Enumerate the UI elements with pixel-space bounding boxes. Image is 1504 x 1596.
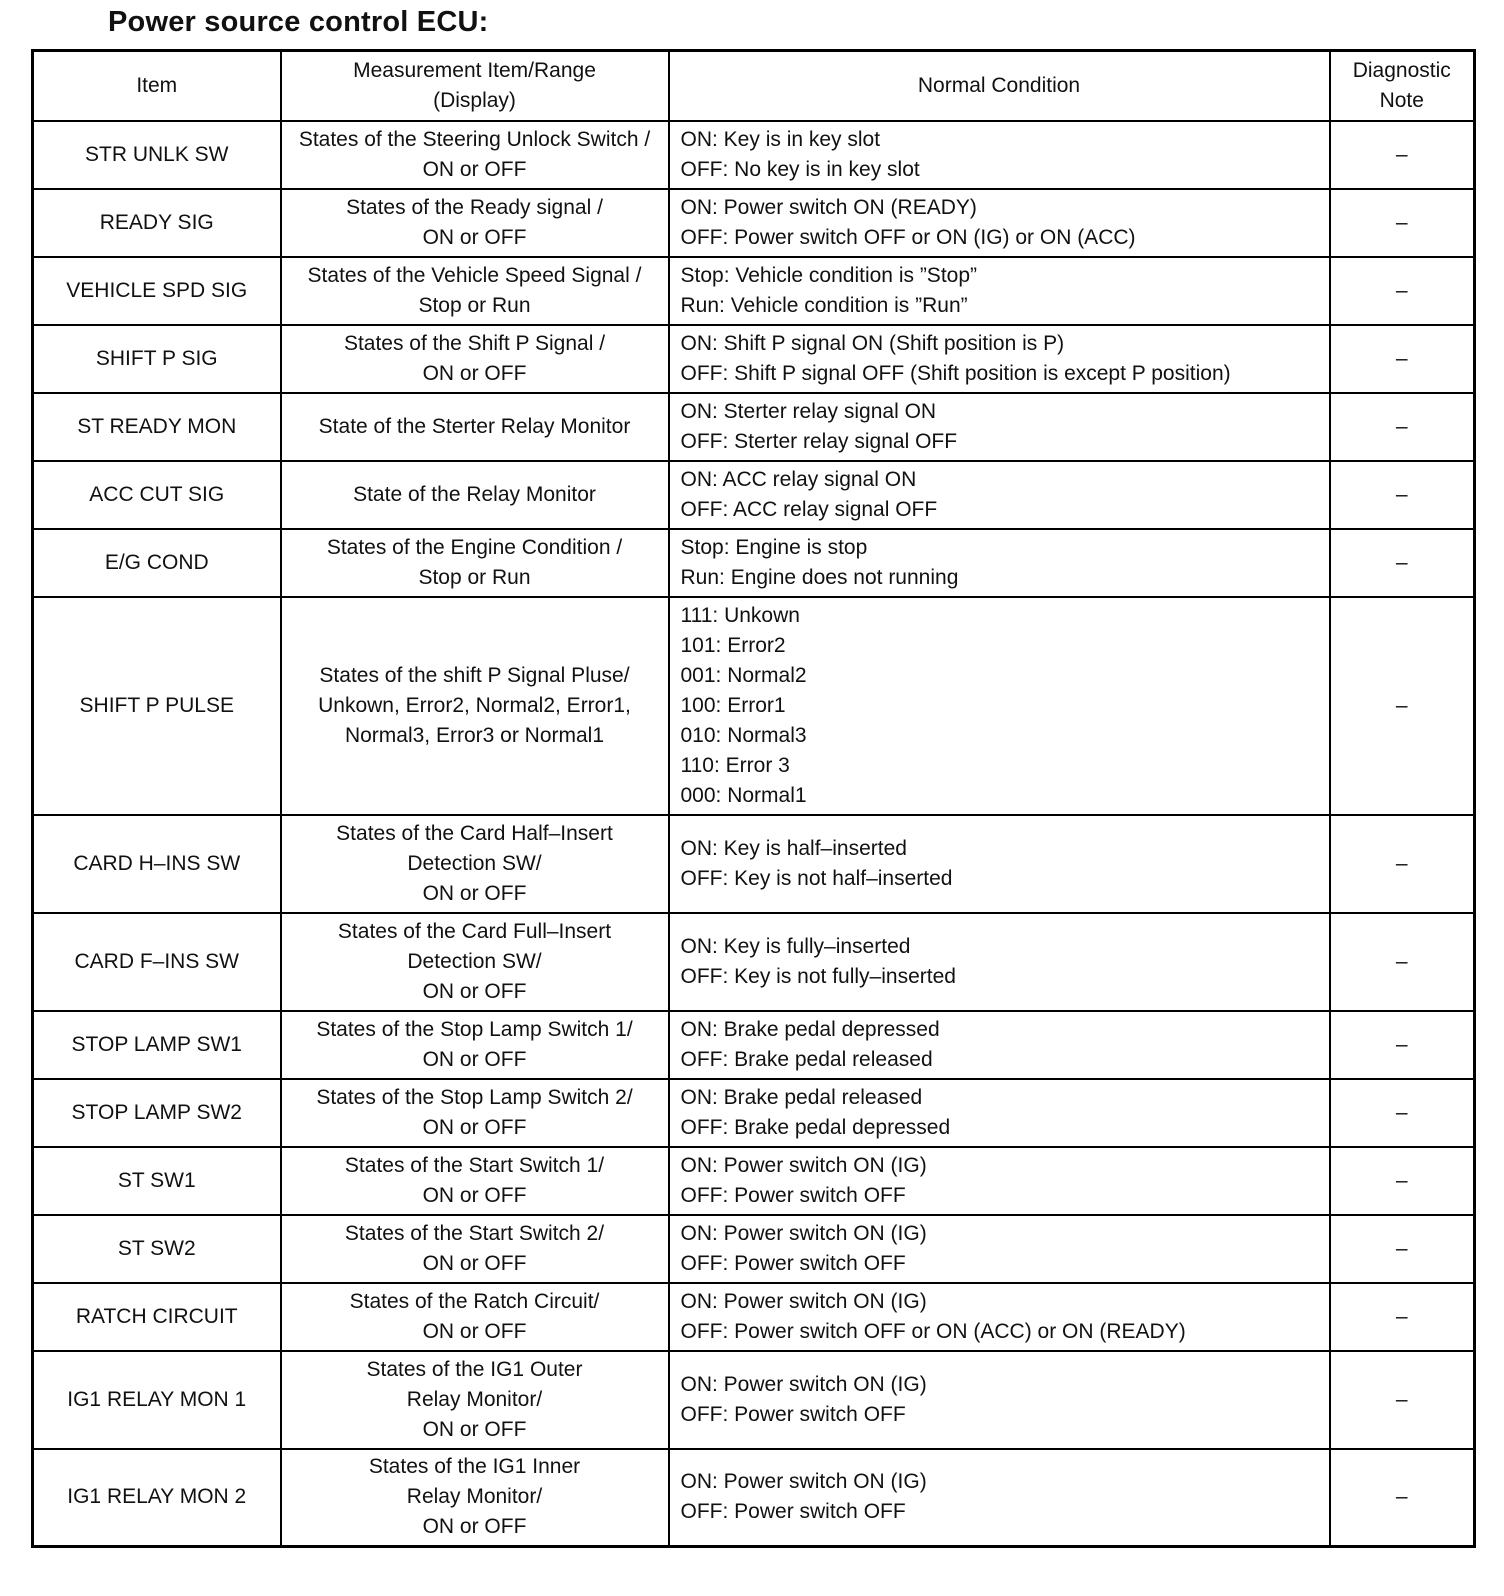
normal-condition-line: ON: Power switch ON (IG) (680, 1470, 927, 1494)
measurement-line: ON or OFF (422, 1115, 527, 1139)
table-row (33, 1215, 1475, 1283)
cell-normal-condition (669, 913, 1330, 1011)
cell-normal-condition (669, 189, 1330, 257)
cell-item: CARD F–INS SW (33, 913, 281, 1011)
header-item: Item (33, 51, 281, 121)
table-row (33, 1147, 1475, 1215)
measurement-line: Unkown, Error2, Normal2, Error1, (318, 693, 631, 717)
cell-item: ST READY MON (33, 393, 281, 461)
measurement-line: States of the Shift P Signal / (343, 331, 606, 355)
normal-condition-line: 101: Error2 (680, 633, 786, 657)
cell-item: ACC CUT SIG (33, 461, 281, 529)
normal-condition-line: ON: Key is half–inserted (680, 836, 907, 860)
table-row (33, 257, 1475, 325)
normal-condition-line: OFF: Key is not half–inserted (680, 866, 953, 890)
normal-condition-line: ON: Power switch ON (IG) (680, 1372, 927, 1396)
normal-condition-line: ON: Brake pedal depressed (680, 1017, 940, 1041)
cell-diagnostic-note: – (1330, 325, 1475, 393)
cell-measurement (281, 1351, 669, 1449)
cell-diagnostic-note: – (1330, 1449, 1475, 1547)
cell-measurement (281, 1215, 669, 1283)
cell-diagnostic-note: – (1330, 1351, 1475, 1449)
cell-measurement (281, 257, 669, 325)
table-row (33, 1351, 1475, 1449)
table-row (33, 121, 1475, 189)
normal-condition-line: 001: Normal2 (680, 663, 807, 687)
cell-normal-condition (669, 121, 1330, 189)
normal-condition-line: ON: Power switch ON (IG) (680, 1221, 927, 1245)
cell-item: ST SW2 (33, 1215, 281, 1283)
cell-diagnostic-note: – (1330, 121, 1475, 189)
normal-condition-line: OFF: ACC relay signal OFF (680, 497, 938, 521)
cell-normal-condition (669, 1351, 1330, 1449)
header-row (33, 51, 1475, 121)
cell-diagnostic-note: – (1330, 815, 1475, 913)
measurement-line: States of the Start Switch 1/ (344, 1153, 605, 1177)
measurement-line: ON or OFF (422, 1515, 527, 1539)
normal-condition-line: Stop: Vehicle condition is ”Stop” (680, 263, 978, 287)
cell-measurement (281, 529, 669, 597)
header-diagnostic-line: Note (1379, 88, 1424, 112)
normal-condition-line: ON: Brake pedal released (680, 1085, 923, 1109)
measurement-line: ON or OFF (422, 157, 527, 181)
table-row (33, 529, 1475, 597)
measurement-line: States of the Stop Lamp Switch 2/ (316, 1085, 633, 1109)
header-normal-condition: Normal Condition (669, 51, 1330, 121)
measurement-line: Detection SW/ (407, 851, 542, 875)
normal-condition-line: ON: ACC relay signal ON (680, 467, 917, 491)
normal-condition-line: OFF: Brake pedal depressed (680, 1115, 951, 1139)
cell-item: ST SW1 (33, 1147, 281, 1215)
measurement-line: Stop or Run (418, 293, 531, 317)
cell-normal-condition (669, 597, 1330, 815)
cell-measurement (281, 913, 669, 1011)
data-table (31, 49, 1476, 1548)
measurement-line: ON or OFF (422, 1251, 527, 1275)
measurement-line: States of the Stop Lamp Switch 1/ (316, 1017, 633, 1041)
measurement-line: States of the IG1 Inner (368, 1455, 581, 1479)
normal-condition-line: OFF: Key is not fully–inserted (680, 964, 956, 988)
measurement-line: Detection SW/ (407, 949, 542, 973)
measurement-line: Relay Monitor/ (406, 1485, 543, 1509)
table-row (33, 815, 1475, 913)
measurement-line: States of the Ratch Circuit/ (349, 1289, 600, 1313)
cell-normal-condition (669, 1147, 1330, 1215)
normal-condition-line: 010: Normal3 (680, 723, 807, 747)
cell-normal-condition (669, 393, 1330, 461)
measurement-line: ON or OFF (422, 1047, 527, 1071)
cell-measurement (281, 815, 669, 913)
table-row (33, 597, 1475, 815)
table-row (33, 1283, 1475, 1351)
cell-diagnostic-note: – (1330, 1011, 1475, 1079)
cell-diagnostic-note: – (1330, 461, 1475, 529)
measurement-line: States of the Ready signal / (346, 195, 603, 219)
cell-measurement (281, 1147, 669, 1215)
cell-diagnostic-note: – (1330, 529, 1475, 597)
measurement-line: States of the Steering Unlock Switch / (298, 127, 651, 151)
measurement-line: State of the Relay Monitor (353, 482, 596, 506)
cell-item: SHIFT P PULSE (33, 597, 281, 815)
normal-condition-line: OFF: Brake pedal released (680, 1047, 933, 1071)
cell-item: STOP LAMP SW1 (33, 1011, 281, 1079)
normal-condition-line: 100: Error1 (680, 693, 786, 717)
normal-condition-line: OFF: Power switch OFF (680, 1402, 906, 1426)
normal-condition-line: 111: Unkown (680, 603, 800, 627)
normal-condition-line: ON: Shift P signal ON (Shift position is P) (680, 331, 1065, 355)
cell-normal-condition (669, 1283, 1330, 1351)
header-diagnostic-line: Diagnostic (1352, 58, 1451, 82)
cell-measurement (281, 189, 669, 257)
cell-item: IG1 RELAY MON 1 (33, 1351, 281, 1449)
normal-condition-line: ON: Power switch ON (IG) (680, 1289, 927, 1313)
normal-condition-line: OFF: Power switch OFF (680, 1183, 906, 1207)
normal-condition-line: OFF: Power switch OFF (680, 1500, 906, 1524)
normal-condition-line: 110: Error 3 (680, 753, 790, 777)
cell-measurement (281, 1449, 669, 1547)
table-row (33, 1079, 1475, 1147)
cell-measurement (281, 1283, 669, 1351)
table-row (33, 1449, 1475, 1547)
normal-condition-line: OFF: Sterter relay signal OFF (680, 429, 958, 453)
cell-measurement (281, 461, 669, 529)
cell-normal-condition (669, 1079, 1330, 1147)
cell-diagnostic-note: – (1330, 1215, 1475, 1283)
measurement-line: State of the Sterter Relay Monitor (318, 414, 631, 438)
normal-condition-line: OFF: Shift P signal OFF (Shift position is except P position) (680, 361, 1231, 385)
cell-normal-condition (669, 257, 1330, 325)
measurement-line: ON or OFF (422, 225, 527, 249)
measurement-line: ON or OFF (422, 1183, 527, 1207)
table-body (33, 121, 1475, 1547)
cell-normal-condition (669, 529, 1330, 597)
cell-item: RATCH CIRCUIT (33, 1283, 281, 1351)
measurement-line: States of the shift P Signal Pluse/ (319, 663, 630, 687)
cell-diagnostic-note: – (1330, 1283, 1475, 1351)
table-row (33, 325, 1475, 393)
cell-item: CARD H–INS SW (33, 815, 281, 913)
normal-condition-line: ON: Key is in key slot (680, 127, 881, 151)
normal-condition-line: OFF: No key is in key slot (680, 157, 920, 181)
normal-condition-line: ON: Sterter relay signal ON (680, 399, 937, 423)
normal-condition-line: Stop: Engine is stop (680, 535, 868, 559)
table-row (33, 393, 1475, 461)
cell-normal-condition (669, 325, 1330, 393)
cell-item: STOP LAMP SW2 (33, 1079, 281, 1147)
cell-diagnostic-note: – (1330, 1079, 1475, 1147)
measurement-line: Normal3, Error3 or Normal1 (344, 723, 605, 747)
normal-condition-line: ON: Power switch ON (IG) (680, 1153, 927, 1177)
cell-item: IG1 RELAY MON 2 (33, 1449, 281, 1547)
measurement-line: States of the Engine Condition / (326, 535, 623, 559)
cell-measurement (281, 597, 669, 815)
normal-condition-line: Run: Vehicle condition is ”Run” (680, 293, 968, 317)
cell-normal-condition (669, 1215, 1330, 1283)
table-row (33, 913, 1475, 1011)
table-row (33, 461, 1475, 529)
table-row (33, 1011, 1475, 1079)
cell-diagnostic-note: – (1330, 393, 1475, 461)
cell-diagnostic-note: – (1330, 1147, 1475, 1215)
measurement-line: Stop or Run (418, 565, 531, 589)
normal-condition-line: OFF: Power switch OFF (680, 1251, 906, 1275)
normal-condition-line: OFF: Power switch OFF or ON (ACC) or ON (READY) (680, 1319, 1186, 1343)
measurement-line: States of the Start Switch 2/ (344, 1221, 605, 1245)
header-measurement (281, 51, 669, 121)
cell-diagnostic-note: – (1330, 189, 1475, 257)
header-measurement-line: Measurement Item/Range (353, 58, 596, 82)
measurement-line: States of the Card Half–Insert (336, 821, 613, 845)
measurement-line: ON or OFF (422, 881, 527, 905)
cell-measurement (281, 1011, 669, 1079)
measurement-line: States of the Vehicle Speed Signal / (307, 263, 642, 287)
cell-item: READY SIG (33, 189, 281, 257)
cell-item: VEHICLE SPD SIG (33, 257, 281, 325)
normal-condition-line: 000: Normal1 (680, 783, 807, 807)
cell-measurement (281, 393, 669, 461)
header-measurement-line: (Display) (433, 88, 516, 112)
cell-normal-condition (669, 815, 1330, 913)
measurement-line: ON or OFF (422, 1417, 527, 1441)
measurement-line: ON or OFF (422, 1319, 527, 1343)
cell-measurement (281, 325, 669, 393)
cell-normal-condition (669, 1449, 1330, 1547)
cell-diagnostic-note: – (1330, 597, 1475, 815)
table-row (33, 189, 1475, 257)
cell-diagnostic-note: – (1330, 257, 1475, 325)
normal-condition-line: ON: Power switch ON (READY) (680, 195, 977, 219)
cell-measurement (281, 1079, 669, 1147)
cell-measurement (281, 121, 669, 189)
cell-normal-condition (669, 1011, 1330, 1079)
cell-item: STR UNLK SW (33, 121, 281, 189)
normal-condition-line: ON: Key is fully–inserted (680, 934, 911, 958)
normal-condition-line: OFF: Power switch OFF or ON (IG) or ON (ACC) (680, 225, 1136, 249)
measurement-line: Relay Monitor/ (406, 1387, 543, 1411)
normal-condition-line: Run: Engine does not running (680, 565, 959, 589)
measurement-line: States of the IG1 Outer (366, 1357, 583, 1381)
cell-diagnostic-note: – (1330, 913, 1475, 1011)
cell-item: E/G COND (33, 529, 281, 597)
cell-item: SHIFT P SIG (33, 325, 281, 393)
header-diagnostic-note (1330, 51, 1475, 121)
cell-normal-condition (669, 461, 1330, 529)
measurement-line: States of the Card Full–Insert (337, 919, 612, 943)
measurement-line: ON or OFF (422, 979, 527, 1003)
page-title: Power source control ECU: (108, 6, 489, 38)
measurement-line: ON or OFF (422, 361, 527, 385)
